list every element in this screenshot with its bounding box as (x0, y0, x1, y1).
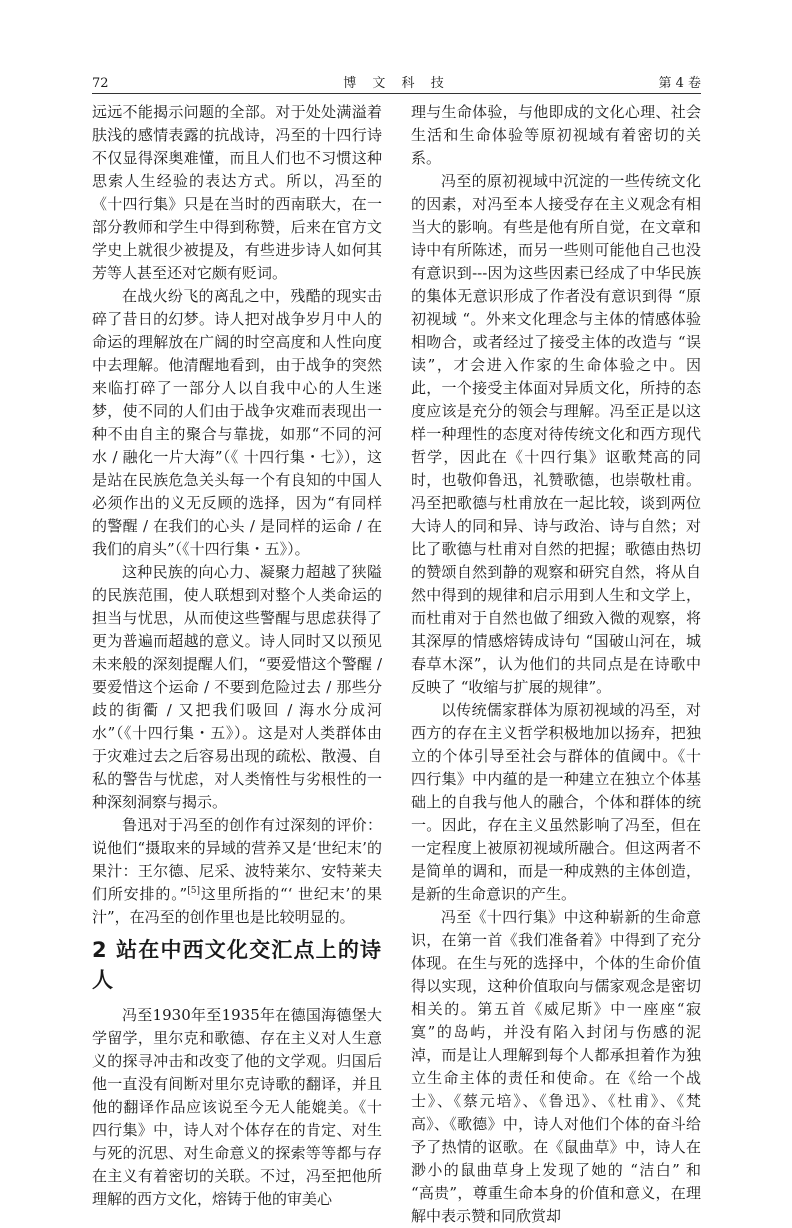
header-rule (92, 93, 701, 94)
paragraph: 冯至1930年至1935年在德国海德堡大学留学，里尔克和歌德、存在主义对人生意义的探寻冲击和改变了他的文学观。归国后他一直没有间断对里尔克诗歌的翻译，并且他的翻译作品应该说至今无人能媲美。《十四行集》中，诗人对个体存在的肯定、对生与死的沉思、对生命意义的探索等等都与存在主义有着密切的关联。不过，冯至把他所理解的西方文化，熔铸于他的审美心 (92, 1006, 382, 1208)
page-number: 72 (92, 76, 109, 91)
running-header (92, 74, 701, 94)
paragraph: 这种民族的向心力、凝聚力超越了狭隘的民族范围，使人联想到对整个人类命运的担当与忧思，从而使这些警醒与思虑获得了更为普遍而超越的意义。诗人同时又以预见未来般的深刻提醒人们，“要爱惜这个警醒 / 要爱惜这个运命 / 不要到危险过去 / 那些分歧的街衢 / 又把我们吸回 / 海水分成河水”（《十四行集・五》）。这是对人类群体由于灾难过去之后容易出现的疏松、散漫、自私的警告与忧虑，对人类惰性与劣根性的一种深刻洞察与揭示。 (92, 563, 382, 811)
paragraph-text: 这里所指的“‘ 世纪末’的果汁”，在冯至的创作里也是比较明显的。 (92, 885, 382, 926)
volume-label: 第 4 卷 (658, 76, 701, 91)
paragraph: 冯至《十四行集》中这种崭新的生命意识，在第一首《我们准备着》中得到了充分体现。在生与死的选择中，个体的生命价值得以实现，这种价值取向与儒家观念是密切相关的。第五首《威尼斯》中一座座“寂寞”的岛屿，并没有陷入封闭与伤感的泥淖，而是让人理解到每个人都承担着作为独立生命主体的责任和使命。在《给一个战士》、《蔡元培》、《鲁迅》、《杜甫》、《梵高》、《歌德》中，诗人对他们个体的奋斗给予了热情的讴歌。在《鼠曲草》中，诗人在渺小的鼠曲草身上发现了她的 “洁白” 和 “高贵”，尊重生命本身的价值和意义，在理解中表示赞和同欣赏却 (411, 908, 701, 1225)
section-heading: 2 站在中西文化交汇点上的诗人 (92, 938, 382, 992)
paragraph: 理与生命体验，与他即成的文化心理、社会生活和生命体验等原初视域有着密切的关系。 (411, 103, 701, 167)
paragraph: 冯至的原初视域中沉淀的一些传统文化的因素，对冯至本人接受存在主义观念有相当大的影响。有些是他有所自觉，在文章和诗中有所陈述，而另一些则可能他自己也没有意识到---因为这些因素已经成了中华民族的集体无意识形成了作者没有意识到得 “原初视域 “。外来文化理念与主体的情感体验相吻合，或者经过了接受主体的改造与 “误读”，才会进入作家的生命体验之中。因此，一个接受主体面对异质文化，所持的态度应该是充分的领会与理解。冯至正是以这样一种理性的态度对待传统文化和西方现代哲学，因此在《十四行集》讴歌梵高的同时，也敬仰鲁迅，礼赞歌德，也崇敬杜甫。冯至把歌德与杜甫放在一起比较，谈到两位大诗人的同和异、诗与政治、诗与自然；对比了歌德与杜甫对自然的把握；歌德由热切的赞颂自然到静的观察和研究自然，将从自然中得到的规律和启示用到人生和文学上，而杜甫对于自然也做了细致入微的观察，将其深厚的情感熔铸成诗句 “国破山河在，城春草木深”，认为他们的共同点是在诗歌中反映了 “收缩与扩展的规律”。 (411, 172, 701, 696)
journal-title: 博 文 科 技 (343, 76, 450, 91)
citation-ref: [5] (187, 886, 200, 896)
paragraph: 以传统儒家群体为原初视域的冯至，对西方的存在主义哲学积极地加以扬弃，把独立的个体引导至社会与群体的值阈中。《十四行集》中内蕴的是一种建立在独立个体基础上的自我与他人的融合，个体和群体的统一。因此，存在主义虽然影响了冯至，但在一定程度上被原初视域所融合。但这两者不是简单的调和，而是一种成熟的主体创造，是新的生命意识的产生。 (411, 701, 701, 903)
paragraph: 在战火纷飞的离乱之中，残酷的现实击碎了昔日的幻梦。诗人把对战争岁月中人的命运的理解放在广阔的时空高度和人性向度中去理解。他清醒地看到，由于战争的突然来临打碎了一部分人以自我中心的人生迷梦，使不同的人们由于战争灾难而表现出一种不由自主的聚合与靠拢，如那“不同的河水 / 融化一片大海”（《 十四行集・七》），这是站在民族危急关头每一个有良知的中国人必须作出的义无反顾的选择，因为“有同样的警醒 / 在我们的心头 / 是同样的运命 / 在我们的肩头”（《十四行集・五》）。 (92, 287, 382, 558)
left-column (92, 101, 382, 1211)
right-column (411, 101, 701, 1228)
paragraph: 远远不能揭示问题的全部。对于处处满溢着肤浅的感情表露的抗战诗，冯至的十四行诗不仅显得深奥难懂，而且人们也不习惯这种思索人生经验的表达方式。所以，冯至的《十四行集》只是在当时的西南联大，在一部分教师和学生中得到称赞，后来在官方文学史上就很少被提及，有些进步诗人如何其芳等人甚至还对它颇有贬词。 (92, 103, 382, 282)
paragraph (92, 814, 382, 929)
paragraph-text: 鲁迅对于冯至的创作有过深刻的评价：说他们“摄取来的异域的营养又是‘世纪末’的果汁：王尔德、尼采、波特莱尔、安特莱夫们所安排的。” (92, 816, 382, 903)
